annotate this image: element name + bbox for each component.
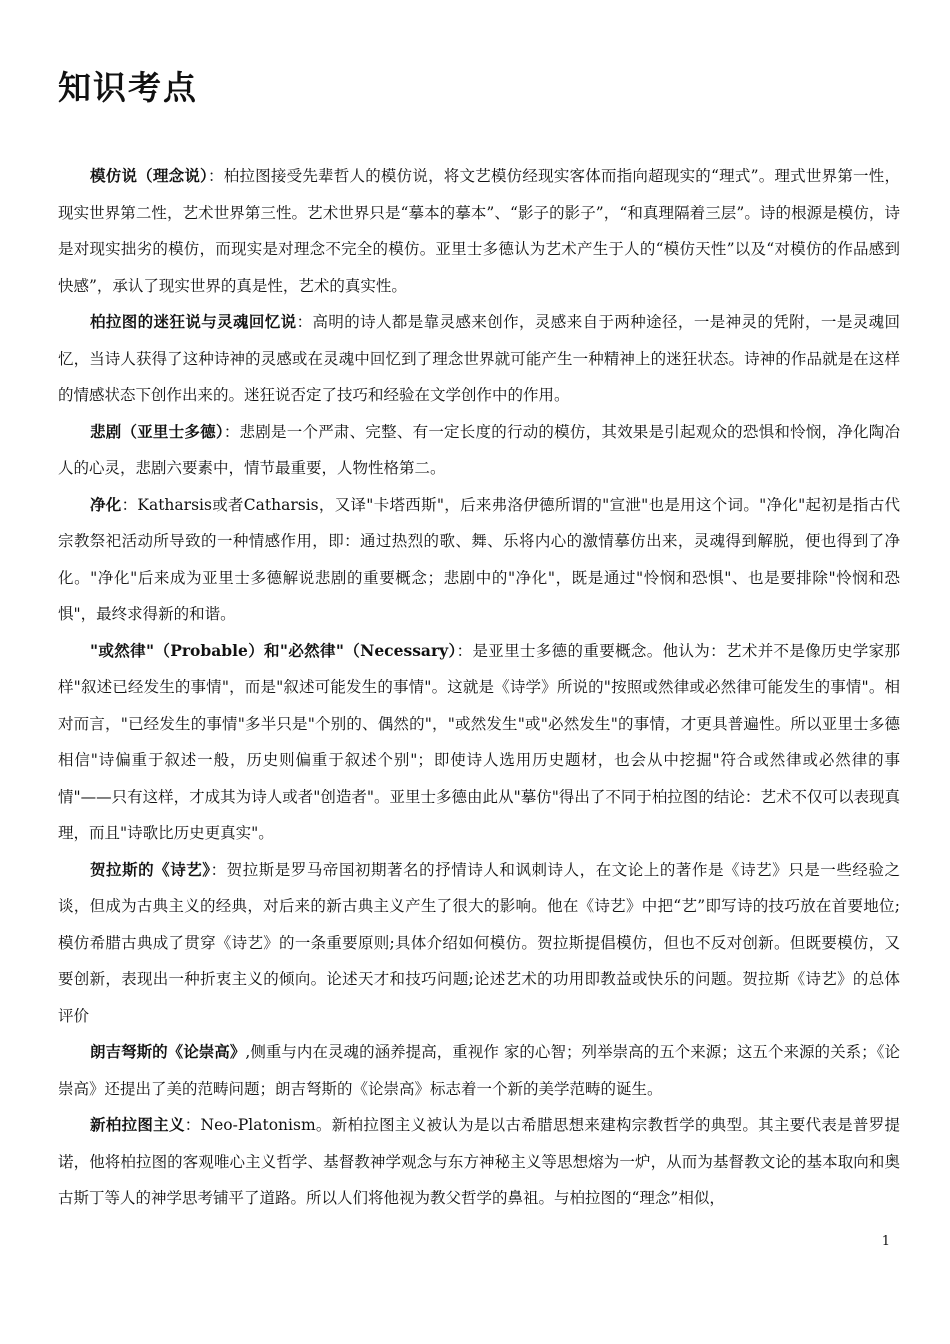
paragraph-catharsis [58,487,900,633]
term-heading: 模仿说（理念说） [90,166,209,185]
paragraph-text: ：贺拉斯是罗马帝国初期著名的抒情诗人和讽刺诗人，在文论上的著作是《诗艺》只是一些经验之谈，但成为古典主义的经典，对后来的新古典主义产生了很大的影响。他在《诗艺》中把“艺”即写诗的技巧放在首要地位;模仿希腊古典成了贯穿《诗艺》的一条重要原则;具体介绍如何模仿。贺拉斯提倡模仿，但也不反对创新。但既要模仿，又要创新，表现出一种折衷主义的倾向。论述天才和技巧问题;论述艺术的功用即教益或快乐的问题。贺拉斯《诗艺》的总体评价 [58,860,900,1025]
term-heading: 柏拉图的迷狂说与灵魂回忆说 [90,312,297,331]
term-heading: 新柏拉图主义 [90,1115,185,1134]
paragraph-text: ：Katharsis或者Catharsis，又译"卡塔西斯"，后来弗洛伊德所谓的"宣泄"也是用这个词。"净化"起初是指古代宗教祭祀活动所导致的一种情感作用，即：通过热烈的歌、舞、乐将内心的激情摹仿出来，灵魂得到解脱，便也得到了净化。"净化"后来成为亚里士多德解说悲剧的重要概念；悲剧中的"净化"，既是通过"怜悯和恐惧"、也是要排除"怜悯和恐惧"，最终求得新的和谐。 [58,495,900,623]
paragraph-longinus [58,1034,900,1107]
term-heading: 贺拉斯的《诗艺》 [90,859,211,879]
paragraph-text: ：柏拉图接受先辈哲人的模仿说，将文艺模仿经现实客体而指向超现实的“理式”。理式世界第一性，现实世界第二性，艺术世界第三性。艺术世界只是“摹本的摹本”、“影子的影子”，“和真理隔着三层”。诗的根源是模仿，诗是对现实拙劣的模仿，而现实是对理念不完全的模仿。亚里士多德认为艺术产生于人的“模仿天性”以及“对模仿的作品感到快感”，承认了现实世界的真是性，艺术的真实性。 [58,167,900,295]
paragraph-text: ：悲剧是一个严肃、完整、有一定长度的行动的模仿，其效果是引起观众的恐惧和怜悯，净化陶冶人的心灵，悲剧六要素中，情节最重要，人物性格第二。 [58,422,900,477]
term-heading: 净化 [90,494,122,514]
paragraph-horace [58,852,900,1035]
page-title: 知识考点 [58,68,198,107]
paragraph-tragedy [58,414,900,487]
paragraph-text: ：高明的诗人都是靠灵感来创作，灵感来自于两种途径，一是神灵的凭附，一是灵魂回忆，当诗人获得了这种诗神的灵感或在灵魂中回忆到了理念世界就可能产生一种精神上的迷狂状态。诗神的作品就是在这样的情感状态下创作出来的。迷狂说否定了技巧和经验在文学创作中的作用。 [58,313,900,404]
paragraph-inspiration [58,304,900,414]
paragraph-text: ,侧重与内在灵魂的涵养提高，重视作 家的心智；列举崇高的五个来源；这五个来源的关系；《论崇高》还提出了美的范畴问题；朗吉弩斯的《论崇高》标志着一个新的美学范畴的诞生。 [58,1043,900,1098]
page-number: 1 [881,1234,890,1249]
paragraph-mimesis [58,158,900,304]
paragraph-text: ：是亚里士多德的重要概念。他认为：艺术并不是像历史学家那样"叙述已经发生的事情"，而是"叙述可能发生的事情"。这就是《诗学》所说的"按照或然律或必然律可能发生的事情"。相对而言，"已经发生的事情"多半只是"个别的、偶然的"，"或然发生"或"必然发生"的事情，才更具普遍性。所以亚里士多德相信"诗偏重于叙述一般，历史则偏重于叙述个别"；即使诗人选用历史题材，也会从中挖掘"符合或然律或必然律的事情"——只有这样，才成其为诗人或者"创造者"。亚里士多德由此从"摹仿"得出了不同于柏拉图的结论：艺术不仅可以表现真理，而且"诗歌比历史更真实"。 [58,641,900,842]
document-body [58,158,900,1217]
term-heading: "或然律"（Probable）和"必然律"（Necessary） [90,640,457,660]
paragraph-probability [58,633,900,852]
paragraph-text: ：Neo-Platonism。新柏拉图主义被认为是以古希腊思想来建构宗教哲学的典型。其主要代表是普罗提诺，他将柏拉图的客观唯心主义哲学、基督教神学观念与东方神秘主义等思想熔为一炉，从而为基督教文论的基本取向和奥古斯丁等人的神学思考铺平了道路。所以人们将他视为教父哲学的鼻祖。与柏拉图的“理念”相似， [58,1116,900,1207]
term-heading: 朗吉弩斯的《论崇高》 [90,1042,246,1061]
paragraph-neoplatonism [58,1107,900,1217]
term-heading: 悲剧（亚里士多德） [90,421,224,441]
